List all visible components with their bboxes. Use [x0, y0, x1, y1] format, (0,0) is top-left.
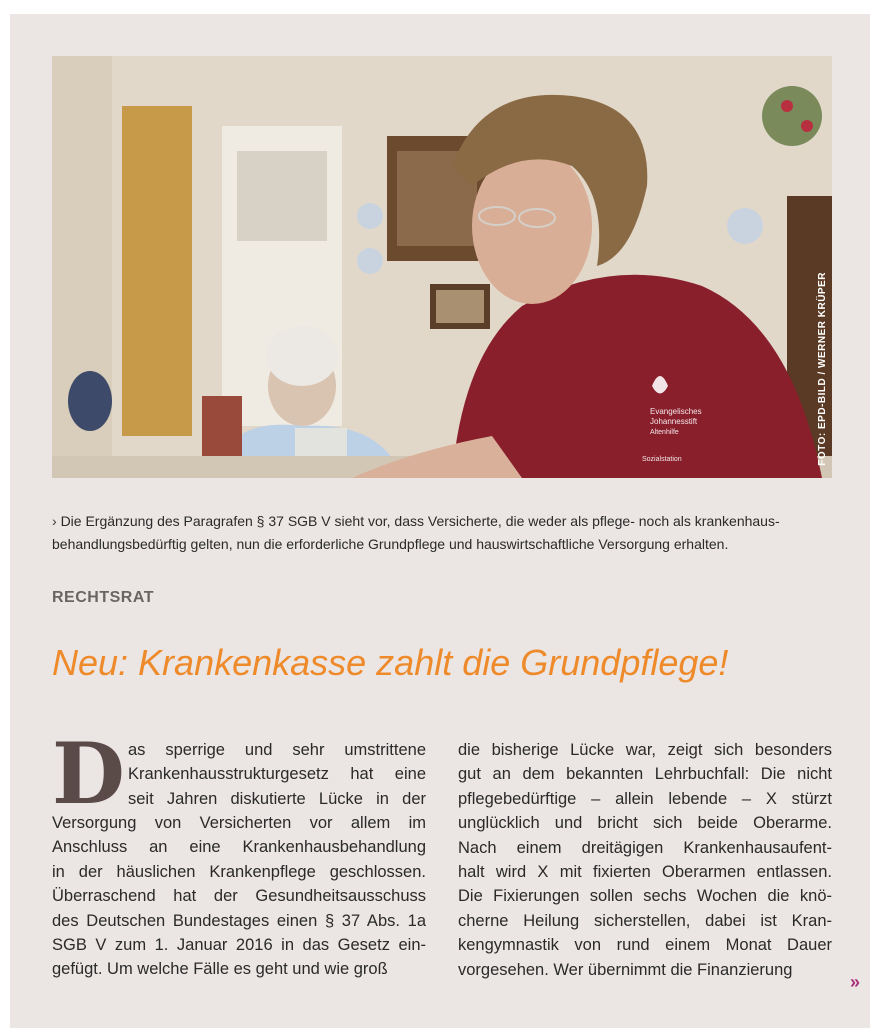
article-line: Die Fixierungen sollen sechs Wochen die knö- — [458, 887, 832, 906]
article-line: des Deutschen Bundestages einen § 37 Abs. 1a — [52, 911, 426, 930]
article-line: Überraschend hat der Gesundheitsausschuss — [52, 887, 426, 906]
article-line: die bisherige Lücke war, zeigt sich besonders — [458, 741, 832, 759]
article-line: kengymnastik von rund einem Monat Dauer — [458, 936, 832, 955]
article-line: cherne Heilung sicherstellen, dabei ist Kran- — [458, 911, 832, 930]
article-photo — [52, 56, 832, 478]
caption-line-1: Die Ergänzung des Paragrafen § 37 SGB V sieht vor, dass Versicherte, die weder als pflege- noch als krankenhaus- — [60, 513, 780, 529]
article-line: unglücklich und bricht sich beide Oberarme. — [458, 814, 832, 833]
section-label: RECHTSRAT — [52, 589, 154, 606]
article-line: Krankenhausstrukturgesetz hat eine — [128, 765, 426, 784]
shirt-text-3: Altenhilfe — [650, 429, 679, 436]
shirt-text-1: Evangelisches — [650, 407, 702, 416]
continue-arrow-icon[interactable]: » — [850, 972, 861, 992]
photo-caption — [52, 510, 842, 556]
article-line: seit Jahren diskutierte Lücke in der — [128, 789, 426, 808]
photo-credit: FOTO: EPD-BILD / WERNER KRÜPER — [817, 272, 828, 466]
article-line: Anschluss an eine Krankenhausbehandlung — [52, 838, 426, 857]
article-column-left — [52, 724, 426, 982]
article-line: halt wird X mit fixierten Oberarmen entlassen. — [458, 863, 832, 882]
article-line: Versorgung von Versicherten vor allem im — [52, 814, 426, 832]
photo-illustration — [52, 56, 832, 478]
article-column-right — [458, 738, 832, 982]
article-line: in der häuslichen Krankenpflege geschlossen. — [52, 862, 426, 881]
dropcap: D — [52, 724, 125, 823]
article-line: gefügt. Um welche Fälle es geht und wie groß — [52, 960, 388, 979]
caption-line-2: behandlungsbedürftig gelten, nun die erforderliche Grundpflege und hauswirtschaftliche Versorgung erhalten. — [52, 536, 729, 552]
article-line: pflegebedürftige – allein lebende – X stürzt — [458, 789, 832, 808]
article-line: gut an dem bekannten Lehrbuchfall: Die nicht — [458, 765, 832, 784]
article-line: Nach einem dreitägigen Krankenhausaufent- — [458, 838, 832, 857]
caption-marker: › — [52, 513, 57, 529]
article-line: vorgesehen. Wer übernimmt die Finanzierung — [458, 960, 793, 979]
shirt-text-4: Sozialstation — [642, 456, 682, 463]
magazine-page — [10, 14, 870, 1028]
article-headline: Neu: Krankenkasse zahlt die Grundpflege! — [52, 642, 729, 683]
article-line: SGB V zum 1. Januar 2016 in das Gesetz ein- — [52, 936, 426, 955]
article-line: as sperrige und sehr umstrittene — [128, 741, 426, 759]
shirt-text-2: Johannesstift — [650, 417, 698, 426]
